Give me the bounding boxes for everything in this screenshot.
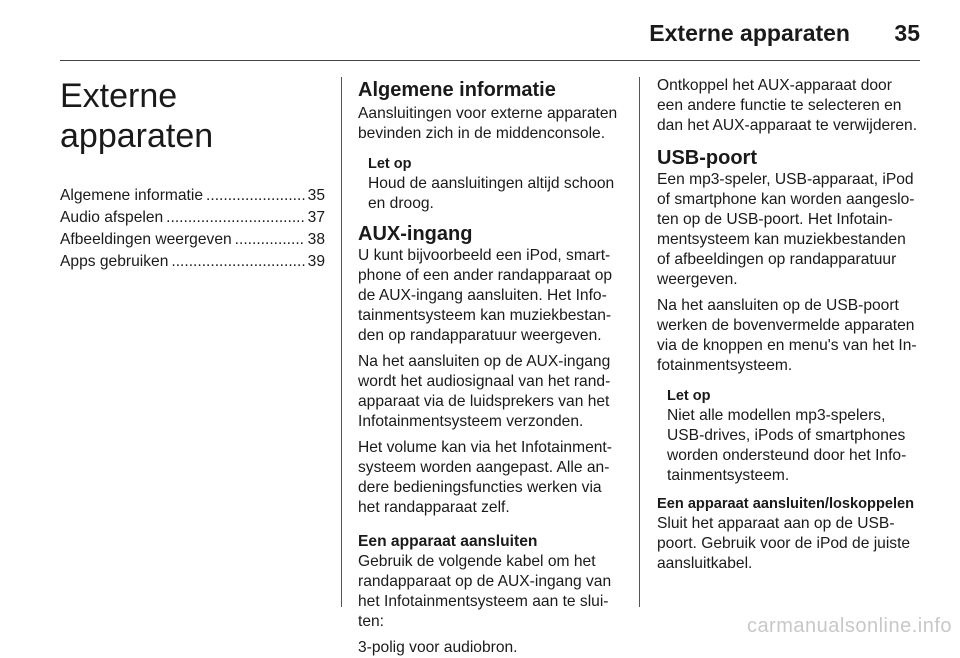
usb-paragraph: Een mp3-speler, USB-apparaat, iPod of smartphone kan worden aangeslo-ten op de USB-poort. Het Infotain-mentsysteem kan muziekbestanden of afbeeldingen op randapparatuur weergeven. (657, 171, 915, 288)
note-box (667, 386, 922, 486)
aux-paragraph: U kunt bijvoorbeeld een iPod, smart-phone of een ander randapparaat op de AUX-ingang aansluiten. Het Info-tainmentsysteem kan muziekbestan-den op randapparatuur weergeven. (358, 247, 613, 344)
note-label: Let op (368, 156, 412, 172)
connect-paragraph: Sluit het apparaat aan op de USB-poort. Gebruik voor de iPod de juiste aansluitkabel. (657, 515, 911, 572)
chapter-title: Externe apparaten (60, 77, 214, 155)
toc-leader (166, 208, 304, 228)
note-label: Let op (667, 388, 711, 404)
toc-item[interactable] (60, 230, 325, 252)
column-divider (639, 77, 640, 607)
aux-paragraph: Na het aansluiten op de AUX-ingang wordt het audiosignaal van het rand-apparaat via de luidsprekers van het Infotainmentsysteem verzonden. (358, 353, 611, 430)
page-header (60, 14, 920, 60)
note-box (368, 154, 623, 214)
toc-page: 35 (307, 187, 325, 204)
toc-label: Audio afspelen (60, 209, 164, 226)
toc-label: Algemene informatie (60, 187, 204, 204)
connect-paragraph: Gebruik de volgende kabel om het randapparaat op de AUX-ingang van het Infotainmentsysteem aan te slui-ten: (358, 553, 612, 630)
toc-leader (171, 252, 304, 272)
toc-item[interactable] (60, 186, 325, 208)
toc-leader (206, 186, 305, 206)
subsection-heading: Een apparaat aansluiten/loskoppelen (657, 496, 915, 512)
watermark: carmanualsonline.info (746, 615, 952, 637)
running-title: Externe apparaten (649, 20, 850, 46)
toc-page: 39 (307, 253, 325, 270)
toc-leader (235, 230, 305, 250)
toc-item[interactable] (60, 208, 325, 230)
usb-column (657, 76, 922, 574)
toc-item[interactable] (60, 252, 325, 274)
note-text: Niet alle modellen mp3-spelers, USB-drives, iPods of smartphones worden ondersteund door het Info-tainmentsysteem. (667, 407, 907, 484)
toc-label: Afbeeldingen weergeven (60, 231, 232, 248)
section-heading: Algemene informatie (358, 79, 556, 101)
usb-paragraph: Na het aansluiten op de USB-poort werken de bovenvermelde apparaten via de knoppen en menu's van het In-fotainmentsysteem. (657, 297, 917, 374)
usb-heading: USB-poort (657, 147, 757, 169)
connect-paragraph: 3-polig voor audiobron. (358, 639, 518, 656)
aux-disconnect-paragraph: Ontkoppel het AUX-apparaat door een andere functie te selecteren en dan het AUX-apparaat te verwijderen. (657, 77, 918, 134)
note-text: Houd de aansluitingen altijd schoon en droog. (368, 175, 615, 212)
intro-paragraph: Aansluitingen voor externe apparaten bevinden zich in de middenconsole. (358, 105, 618, 142)
page-number: 35 (894, 20, 920, 46)
aux-heading: AUX-ingang (358, 223, 473, 245)
aux-paragraph: Het volume kan via het Infotainment-systeem worden aangepast. Alle an-dere bedieningsfuncties werken via het randapparaat zelf. (358, 439, 612, 516)
column-divider (341, 77, 342, 607)
header-rule (60, 60, 920, 61)
chapter-column (60, 76, 325, 274)
toc-page: 37 (307, 209, 325, 226)
general-info-column (358, 76, 623, 658)
toc-page: 38 (307, 231, 325, 248)
subsection-heading: Een apparaat aansluiten (358, 533, 538, 550)
toc-label: Apps gebruiken (60, 253, 169, 270)
